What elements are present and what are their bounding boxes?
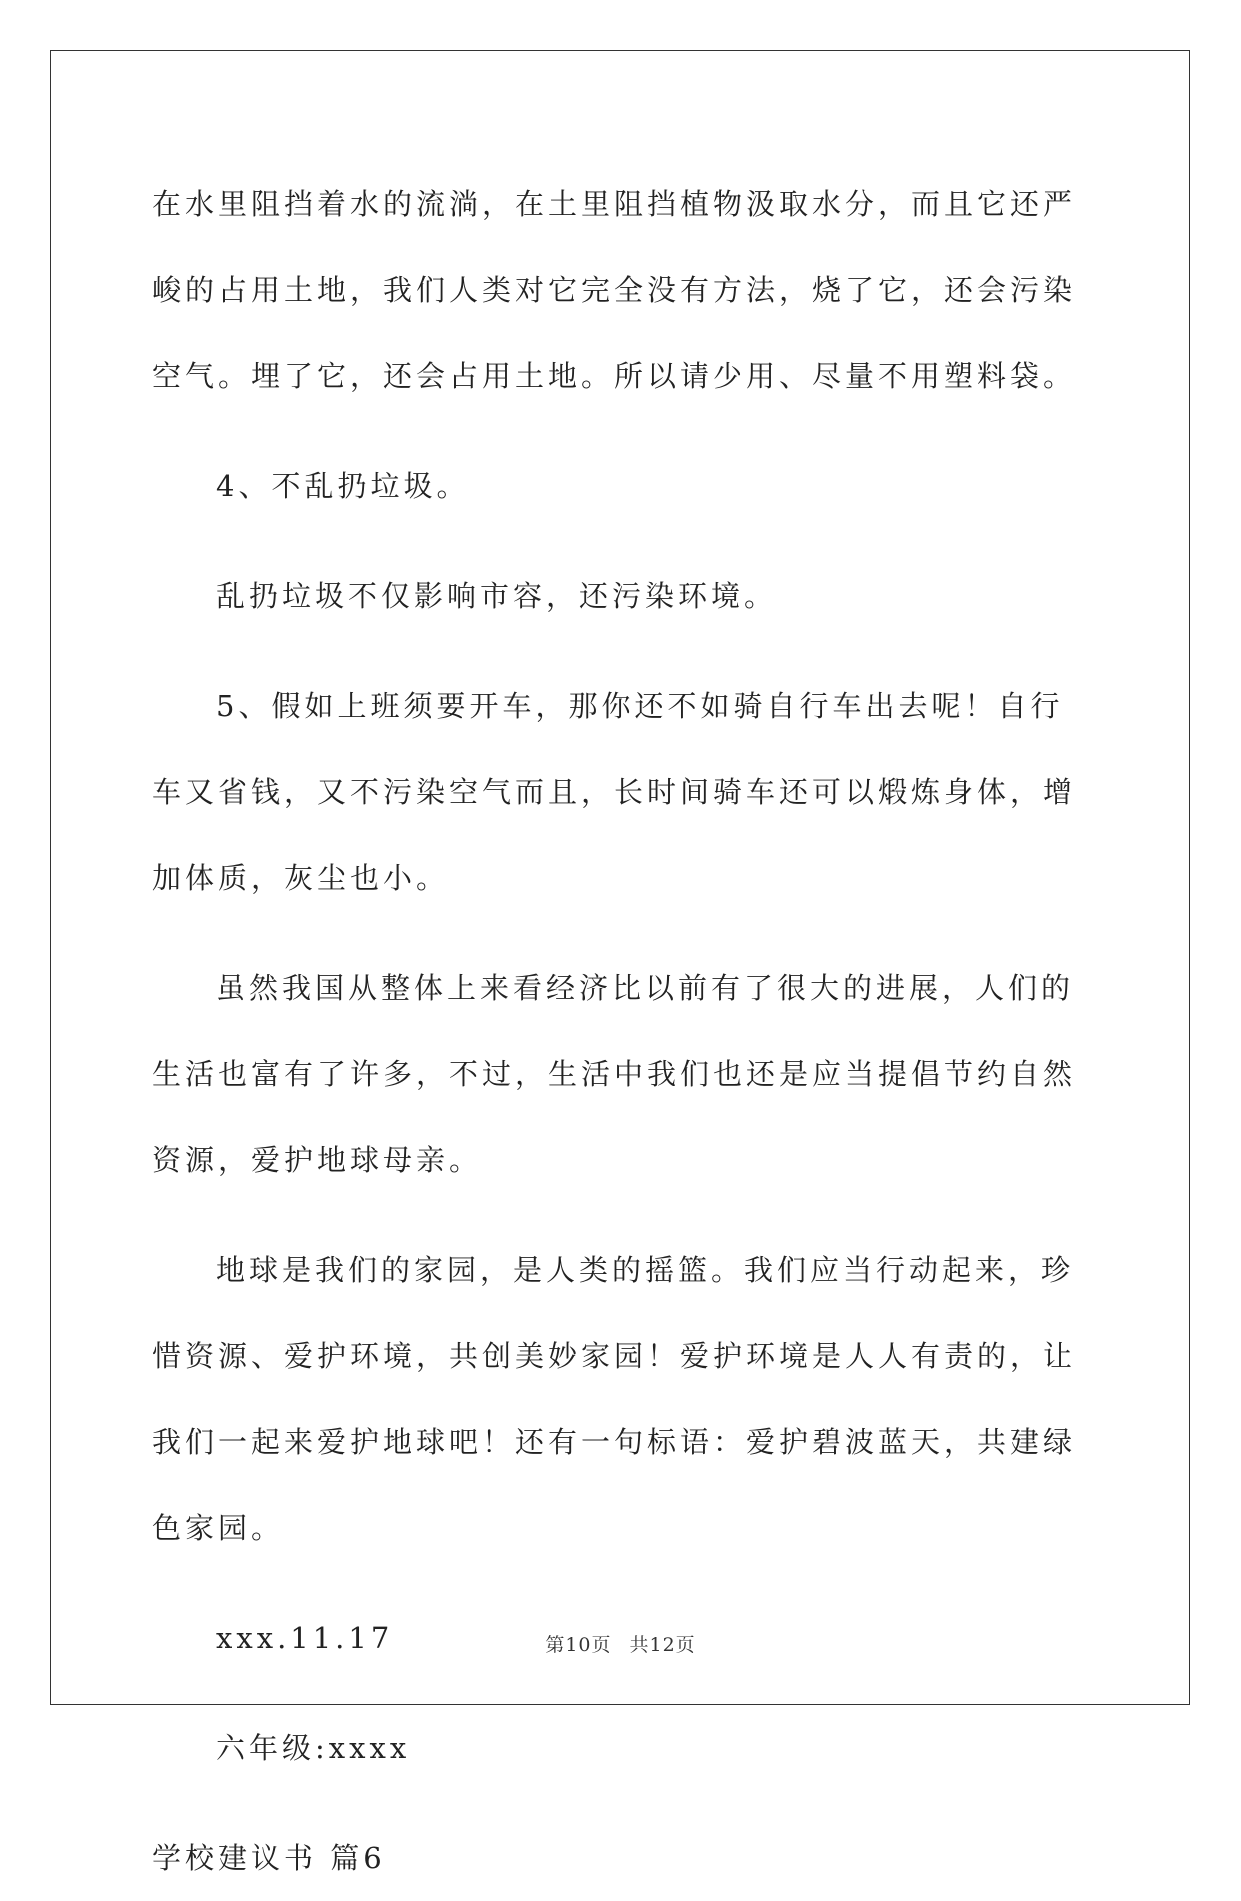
page-number-total: 共12页	[629, 1634, 696, 1656]
section-heading: 学校建议书 篇6	[152, 1841, 386, 1875]
page-footer	[0, 1630, 1241, 1657]
paragraph-plastic-bags: 在水里阻挡着水的流淌，在土里阻挡植物汲取水分，而且它还严峻的占用土地，我们人类对它完全没有方法，烧了它，还会污染空气。埋了它，还会占用土地。所以请少用、尽量不用塑料袋。	[152, 187, 1077, 393]
date-line: xxx.11.17	[216, 1621, 394, 1655]
paragraph-economy: 虽然我国从整体上来看经济比以前有了很大的进展，人们的生活也富有了许多，不过，生活中我们也还是应当提倡节约自然资源，爱护地球母亲。	[152, 971, 1077, 1177]
signature-line: 六年级:xxxx	[216, 1731, 411, 1765]
paragraph-item-5-bicycle: 5、假如上班须要开车，那你还不如骑自行车出去呢！自行车又省钱，又不污染空气而且，长时间骑车还可以煅炼身体，增加体质，灰尘也小。	[152, 689, 1077, 895]
paragraph-litter: 乱扔垃圾不仅影响市容，还污染环境。	[216, 579, 778, 613]
paragraph-earth-home: 地球是我们的家园，是人类的摇篮。我们应当行动起来，珍惜资源、爱护环境，共创美妙家园！爱护环境是人人有责的，让我们一起来爱护地球吧！还有一句标语：爱护碧波蓝天，共建绿色家园。	[152, 1253, 1077, 1545]
paragraph-item-4-heading: 4、不乱扔垃圾。	[216, 469, 470, 503]
page-number-current: 第10页	[545, 1634, 612, 1656]
